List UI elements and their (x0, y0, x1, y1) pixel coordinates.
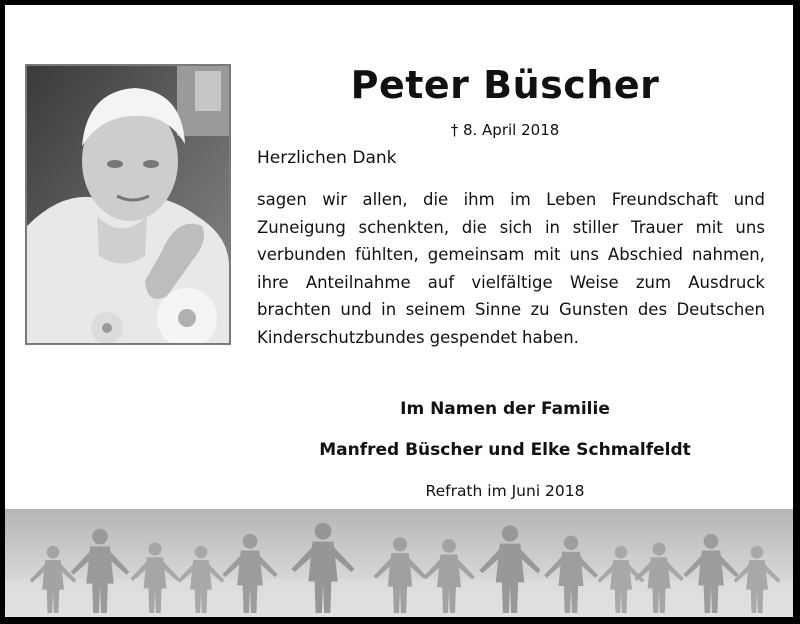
text-word: fühlten, (355, 245, 419, 264)
text-word: die (461, 217, 487, 237)
portrait-illustration (27, 66, 229, 343)
text-word: Anteilnahme (305, 272, 411, 292)
text-word: Zuneigung (257, 217, 346, 237)
text-word: wir (322, 190, 348, 209)
text-word: brachten (257, 300, 331, 319)
text-word: mit (695, 217, 723, 237)
text-line (257, 214, 765, 242)
text-word: stiller (572, 217, 619, 237)
text-word: und (733, 190, 765, 209)
text-word: gemeinsam (427, 245, 525, 264)
portrait-photo (25, 64, 231, 345)
people-holding-hands-illustration (5, 509, 793, 617)
text-word: Deutschen (676, 300, 765, 319)
text-word: auf (427, 272, 455, 292)
text-word: sagen (257, 190, 307, 209)
text-word: haben. (522, 327, 579, 347)
thanks-text (257, 186, 765, 351)
text-line (257, 269, 765, 297)
text-word: uns (569, 245, 599, 264)
text-word: Leben (546, 190, 597, 209)
text-word: des (637, 300, 668, 319)
family-silhouette-band (5, 509, 793, 617)
text-word: zu (530, 300, 550, 319)
text-word: schenkten, (358, 217, 450, 237)
text-word: in (381, 300, 397, 319)
text-word: verbunden (257, 245, 347, 264)
deceased-name: Peter Büscher (350, 63, 660, 107)
text-word: gespendet (429, 327, 518, 347)
signature-names: Manfred Büscher und Elke Schmalfeldt (319, 440, 691, 460)
text-line (257, 324, 765, 352)
text-word: sich (499, 217, 533, 237)
text-word: allen, (362, 190, 408, 209)
text-word: ihm (463, 190, 495, 209)
text-word: Kinderschutzbundes (257, 327, 425, 347)
text-word: vielfältige (471, 272, 553, 292)
text-word: seinem (405, 300, 466, 319)
thanks-heading: Herzlichen Dank (257, 148, 397, 168)
text-word: im (510, 190, 531, 209)
text-word: uns (735, 217, 765, 237)
text-word: in (544, 217, 560, 237)
text-word: Ausdruck (688, 272, 765, 292)
text-line (257, 186, 765, 214)
text-word: Weise (569, 272, 619, 292)
text-word: zum (635, 272, 672, 292)
text-word: ihre (257, 272, 289, 292)
text-line (257, 296, 765, 324)
text-word: nahmen, (691, 245, 765, 264)
text-word: Sinne (475, 300, 522, 319)
text-word: Gunsten (559, 300, 629, 319)
text-line (257, 241, 765, 269)
text-word: Abschied (607, 245, 684, 264)
text-word: und (340, 300, 372, 319)
signature-intro: Im Namen der Familie (400, 399, 610, 419)
text-word: die (422, 190, 449, 209)
text-word: Freundschaft (611, 190, 719, 209)
death-date: † 8. April 2018 (450, 121, 560, 139)
text-word: Trauer (631, 217, 683, 237)
place-date: Refrath im Juni 2018 (425, 482, 585, 500)
text-word: mit (533, 245, 561, 264)
obituary-notice (5, 5, 793, 617)
